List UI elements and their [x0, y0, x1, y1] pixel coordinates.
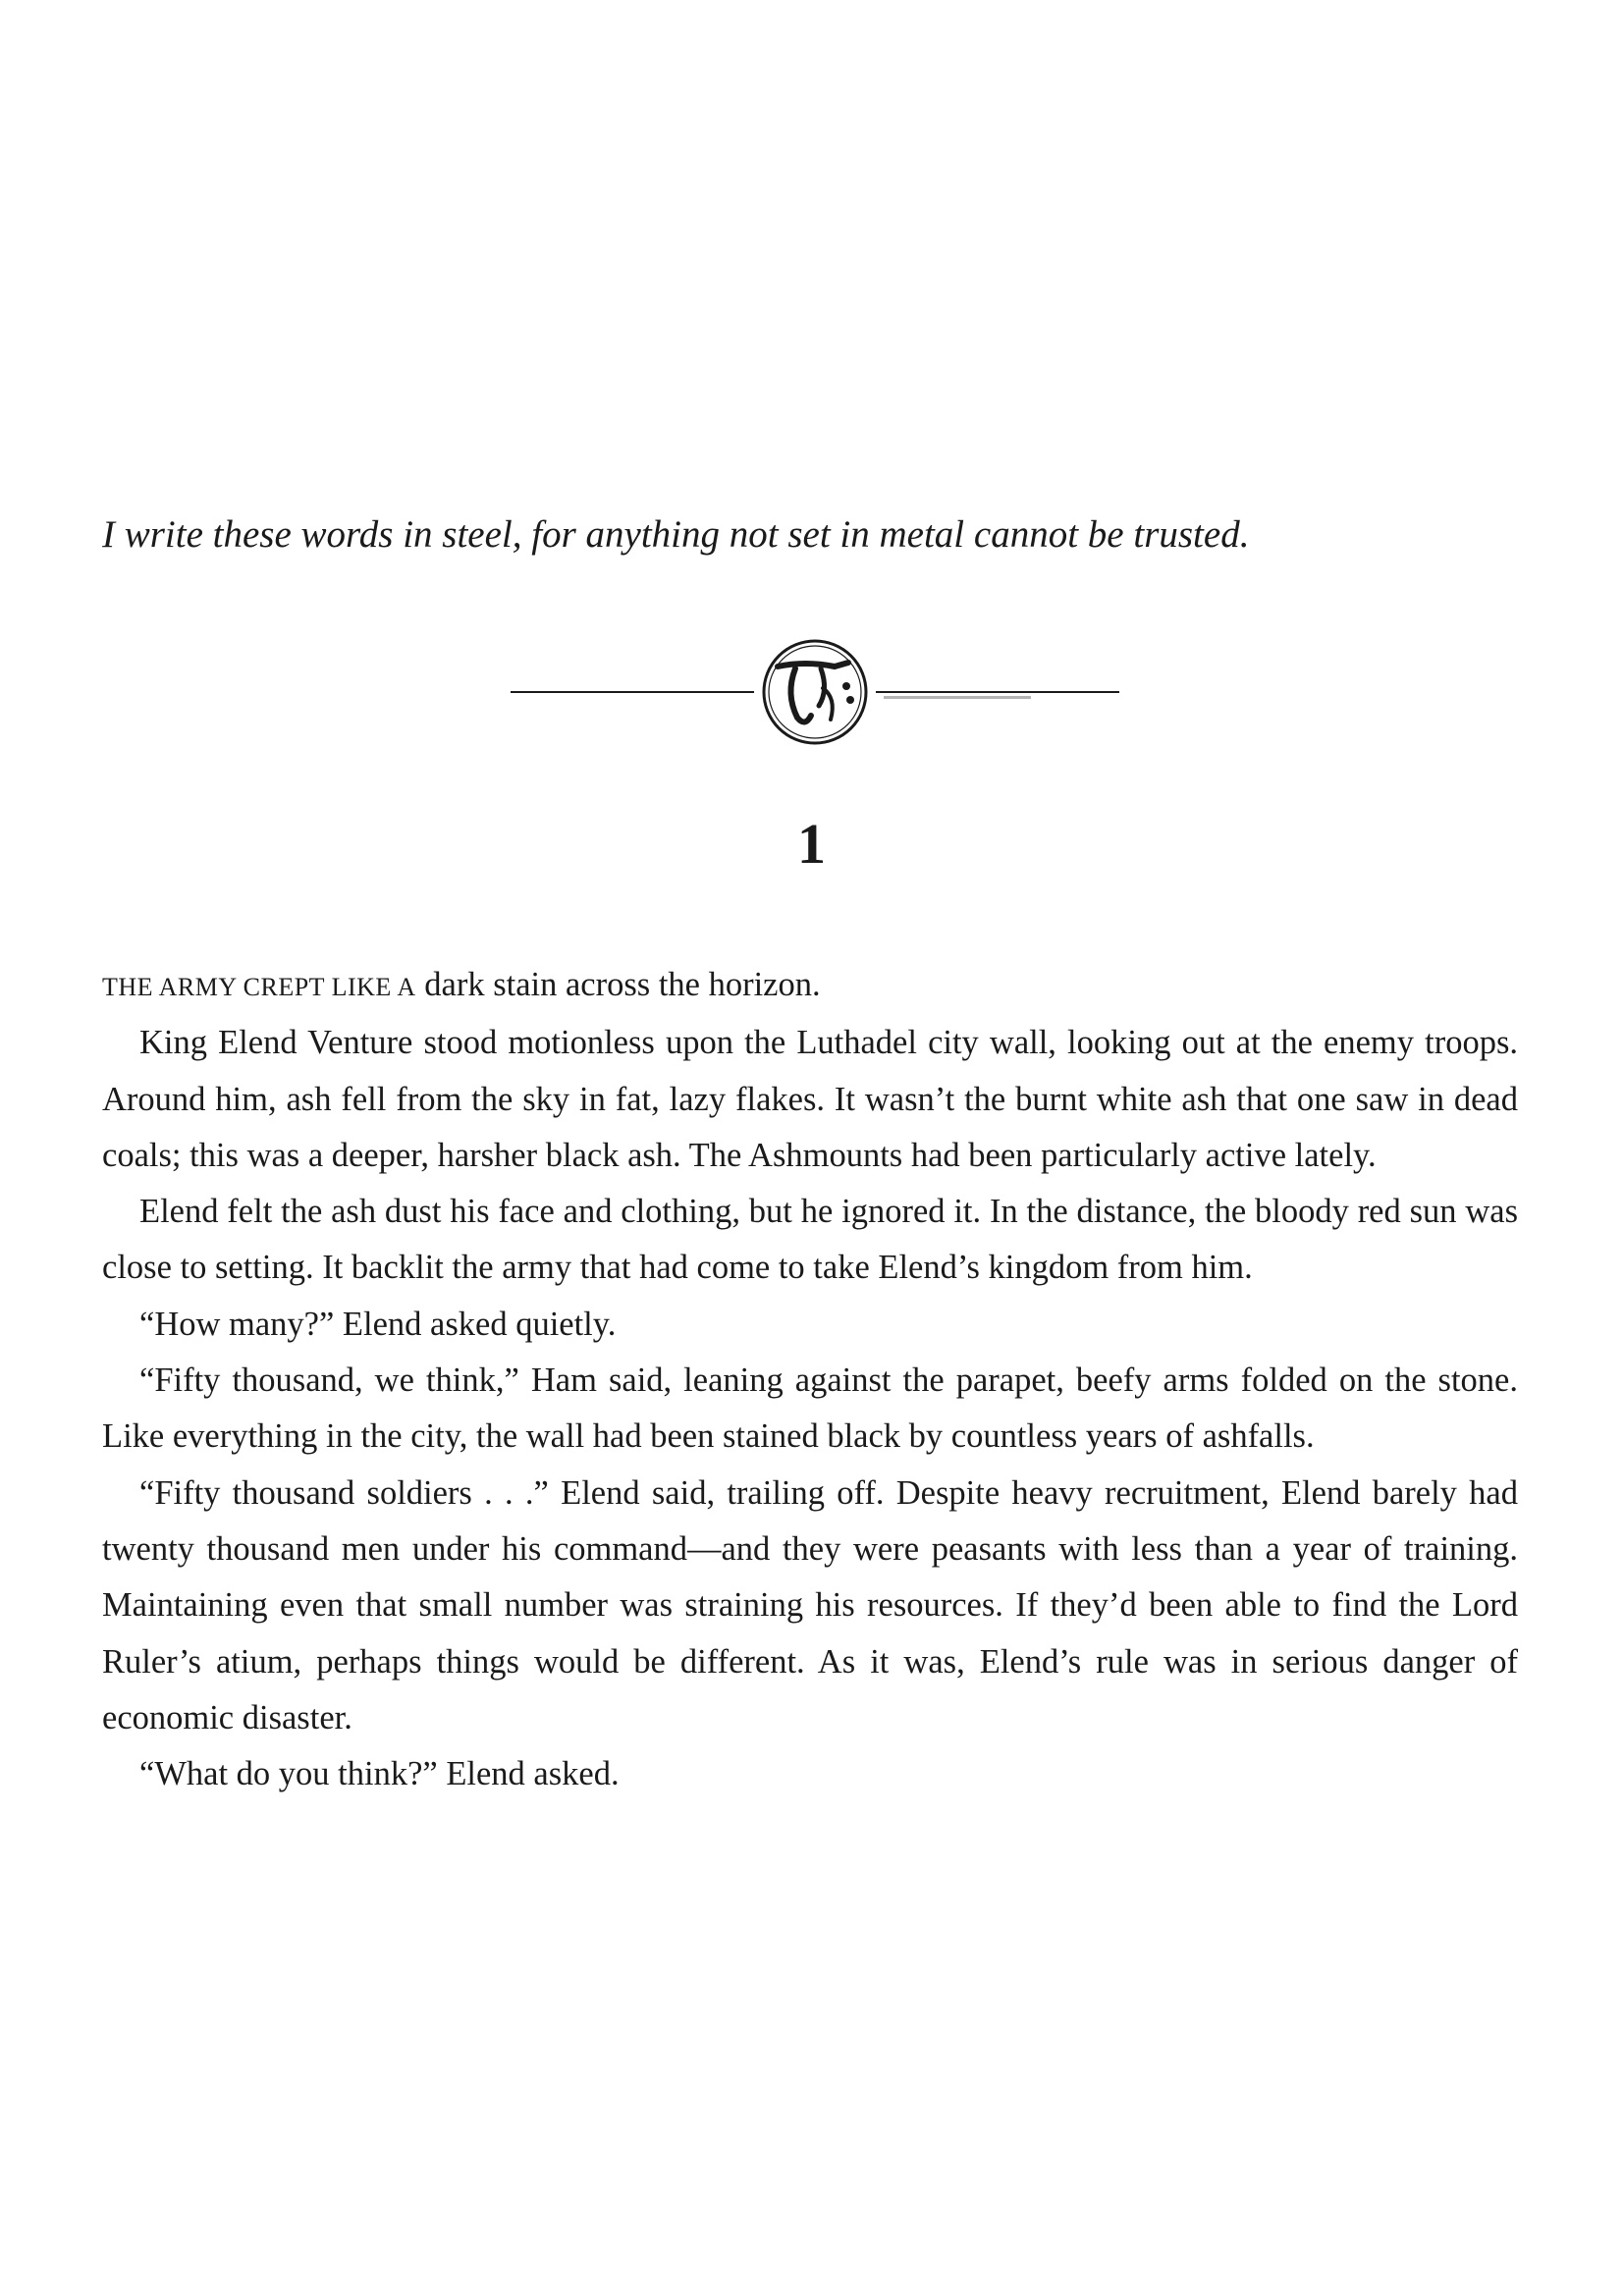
- paragraph-6: “Fifty thousand soldiers . . .” Elend said, trailing off. Despite heavy recruitment, Elend barely had twenty thousand men under his command—and they were peasants with less than a year of training. Maintaining even that small number was straining his resources. If they’d been able to find the Lord Ruler’s atium, perhaps things would be different. As it was, Elend’s rule was in serious danger of economic disaster.: [102, 1473, 1518, 1736]
- paragraph-1: [102, 957, 1518, 1015]
- paragraph-5: “Fifty thousand, we think,” Ham said, leaning against the parapet, beefy arms folded on the stone. Like everything in the city, the wall had been stained black by countless years of ashfalls.: [102, 1362, 1518, 1456]
- paragraph-2: King Elend Venture stood motionless upon the Luthadel city wall, looking out at the enemy troops. Around him, ash fell from the sky in fat, lazy flakes. It wasn’t the burnt white ash that one saw in dead coals; this was a deeper, harsher black ash. The Ashmounts had been particularly active lately.: [102, 1024, 1518, 1174]
- paragraph-3: Elend felt the ash dust his face and clothing, but he ignored it. In the distance, the bloody red sun was close to setting. It backlit the army that had come to take Elend’s kingdom from him.: [102, 1193, 1518, 1287]
- opening-smallcaps: THE ARMY CREPT LIKE A: [102, 973, 416, 1001]
- ornament-caption-mark: [884, 696, 1031, 699]
- chapter-body: [102, 957, 1518, 1802]
- chapter-number: 1: [797, 812, 826, 876]
- chapter-divider-ornament: [511, 633, 1119, 751]
- allomantic-rune-seal-icon: [764, 641, 866, 743]
- paragraph-7: “What do you think?” Elend asked.: [139, 1755, 620, 1793]
- chapter-epigraph: I write these words in steel, for anything not set in metal cannot be trusted.: [102, 513, 1250, 556]
- paragraph-1-text: dark stain across the horizon.: [415, 966, 821, 1003]
- paragraph-4: “How many?” Elend asked quietly.: [139, 1305, 617, 1343]
